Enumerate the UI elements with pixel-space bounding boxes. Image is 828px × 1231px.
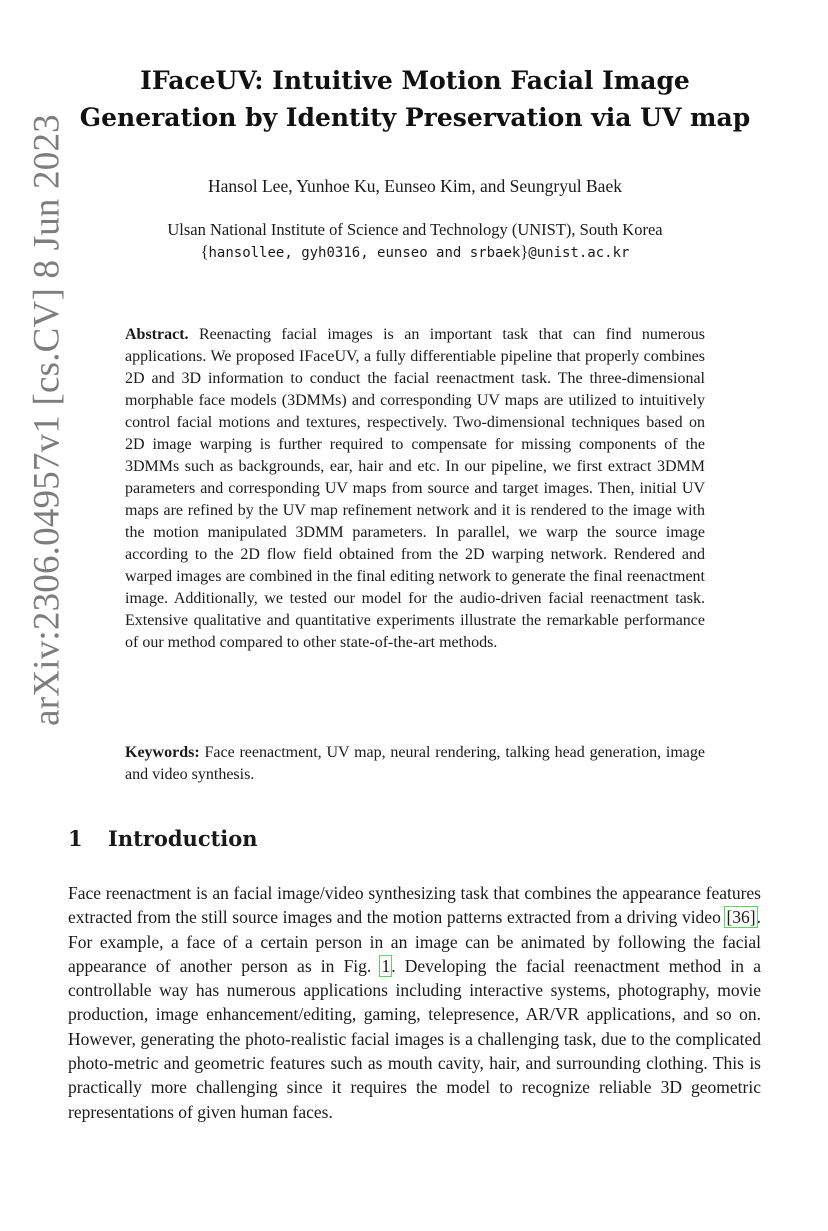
email-names: hansollee, gyh0316, eunseo and srbaek xyxy=(208,245,521,261)
author-list: Hansol Lee, Yunhoe Ku, Eunseo Kim, and Seungryul Baek xyxy=(208,176,622,196)
section-heading-introduction xyxy=(68,826,258,851)
section-title: Introduction xyxy=(108,826,258,851)
paper-title xyxy=(60,62,770,136)
citation-link-36[interactable]: [36] xyxy=(726,907,756,928)
title-line-2: Generation by Identity Preservation via UV map xyxy=(79,103,751,132)
intro-text-3: . Developing the facial reenactment method in a controllable way has numerous applications including interactive systems, photography, movie production, image enhancement/editing, gaming, telepresence, AR/VR applications, and so on. However, generating the photo-realistic facial images is a challenging task, due to the complicated photo-metric and geometric features such as mouth cavity, hair, and surrounding clothing. This is practically more challenging since it requires the model to recognize reliable 3D geometric representations of given human faces. xyxy=(68,955,761,1122)
keywords-label: Keywords: xyxy=(125,744,200,761)
author-emails xyxy=(60,242,770,262)
abstract xyxy=(125,324,705,654)
abstract-label: Abstract. xyxy=(125,326,189,343)
intro-text-2: . For example, a face of a certain person in an image can be animated by following the facial appearance of another person as in Fig. xyxy=(68,907,761,976)
arxiv-identifier: arXiv:2306.04957v1 [cs.CV] 8 Jun 2023 xyxy=(26,114,68,726)
keywords xyxy=(125,742,705,786)
email-brace-close: } xyxy=(520,242,529,261)
affiliation: Ulsan National Institute of Science and Technology (UNIST), South Korea xyxy=(167,220,663,239)
abstract-text: Reenacting facial images is an important task that can find numerous applications. We proposed IFaceUV, a fully differentiable pipeline that properly combines 2D and 3D information to conduct the facial reenactment task. The three-dimensional morphable face models (3DMMs) and corresponding UV maps are utilized to intuitively control facial motions and textures, respectively. Two-dimensional techniques based on 2D image warping is further required to compensate for missing components of the 3DMMs such as backgrounds, ear, hair and etc. In our pipeline, we first extract 3DMM parameters and corresponding UV maps from source and target images. Then, initial UV maps are refined by the UV map refinement network and it is rendered to the image with the motion manipulated 3DMM parameters. In parallel, we warp the source image according to the 2D flow field obtained from the 2D warping network. Rendered and warped images are combined in the final editing network to generate the final reenactment image. Additionally, we tested our model for the audio-driven facial reenactment task. Extensive qualitative and quantitative experiments illustrate the remarkable performance of our method compared to other state-of-the-art methods. xyxy=(125,326,705,651)
email-brace-open: { xyxy=(200,242,209,261)
intro-text-1: Face reenactment is an facial image/video synthesizing task that combines the appearance features extracted from the still source images and the motion patterns extracted from a driving video xyxy=(68,883,761,928)
keywords-text: Face reenactment, UV map, neural rendering, talking head generation, image and video synthesis. xyxy=(125,744,706,783)
email-domain: @unist.ac.kr xyxy=(528,245,630,261)
figure-link-1[interactable]: 1 xyxy=(381,955,391,976)
introduction-paragraph xyxy=(68,881,761,1124)
title-line-1: IFaceUV: Intuitive Motion Facial Image xyxy=(140,66,690,95)
section-number: 1 xyxy=(68,826,83,851)
